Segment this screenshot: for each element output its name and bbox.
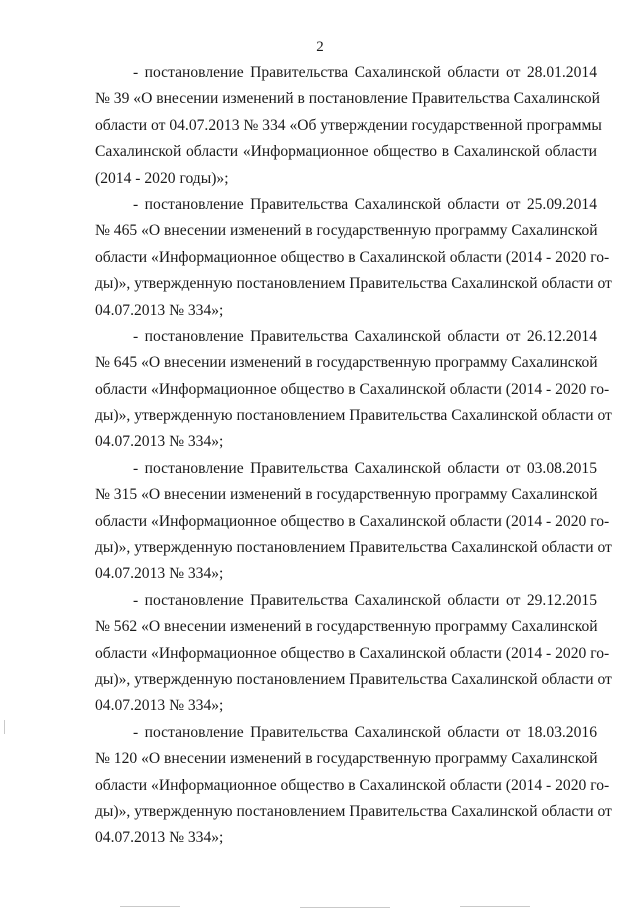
text-line: ды)», утвержденную постановлением Правительства Сахалинской области от — [95, 539, 612, 557]
text-line: области «Информационное общество в Сахалинской области (2014 - 2020 го- — [95, 776, 610, 794]
text-line: 04.07.2013 № 334»; — [95, 565, 224, 583]
text-line: № 465 «О внесении изменений в государственную программу Сахалинской — [95, 222, 598, 240]
text-line: - постановление Правительства Сахалинской области от 25.09.2014 — [133, 195, 597, 213]
scan-artifact — [120, 906, 180, 907]
list-item — [95, 60, 602, 192]
list-item — [95, 324, 612, 456]
scan-artifact — [4, 720, 5, 734]
text-line: области «Информационное общество в Сахалинской области (2014 - 2020 го- — [95, 644, 610, 662]
document-body — [95, 60, 612, 852]
scan-artifact — [460, 906, 530, 907]
list-item — [95, 588, 612, 720]
text-line: ды)», утвержденную постановлением Правительства Сахалинской области от — [95, 275, 612, 293]
text-line: № 645 «О внесении изменений в государственную программу Сахалинской — [95, 354, 598, 372]
text-line: - постановление Правительства Сахалинской области от 28.01.2014 — [133, 64, 597, 81]
text-line: - постановление Правительства Сахалинской области от 26.12.2014 — [133, 327, 597, 345]
list-item — [95, 192, 612, 324]
text-line: № 315 «О внесении изменений в государственную программу Сахалинской — [95, 486, 598, 504]
text-line: № 562 «О внесении изменений в государственную программу Сахалинской — [95, 618, 598, 636]
text-line: Сахалинской области «Информационное общество в Сахалинской области — [95, 143, 597, 161]
text-line: области от 04.07.2013 № 334 «Об утверждении государственной программы — [95, 116, 602, 134]
text-line: 04.07.2013 № 334»; — [95, 301, 224, 319]
text-line: ды)», утвержденную постановлением Правительства Сахалинской области от — [95, 802, 612, 820]
text-line: области «Информационное общество в Сахалинской области (2014 - 2020 го- — [95, 380, 610, 398]
scan-artifact — [300, 907, 390, 908]
text-line: № 120 «О внесении изменений в государственную программу Сахалинской — [95, 750, 598, 768]
text-line: - постановление Правительства Сахалинской области от 18.03.2016 — [133, 723, 597, 741]
list-item — [95, 720, 612, 852]
text-line: области «Информационное общество в Сахалинской области (2014 - 2020 го- — [95, 248, 610, 266]
text-line: (2014 - 2020 годы)»; — [95, 169, 229, 187]
page-number: 2 — [316, 39, 324, 55]
text-line: ды)», утвержденную постановлением Правительства Сахалинской области от — [95, 670, 612, 688]
text-line: - постановление Правительства Сахалинской области от 29.12.2015 — [133, 591, 597, 609]
text-line: № 39 «О внесении изменений в постановление Правительства Сахалинской — [95, 90, 600, 108]
text-line: 04.07.2013 № 334»; — [95, 829, 224, 847]
list-item — [95, 456, 612, 588]
text-line: области «Информационное общество в Сахалинской области (2014 - 2020 го- — [95, 512, 610, 530]
text-line: - постановление Правительства Сахалинской области от 03.08.2015 — [133, 459, 597, 477]
text-line: 04.07.2013 № 334»; — [95, 433, 224, 451]
text-line: ды)», утвержденную постановлением Правительства Сахалинской области от — [95, 407, 612, 425]
text-line: 04.07.2013 № 334»; — [95, 697, 224, 715]
